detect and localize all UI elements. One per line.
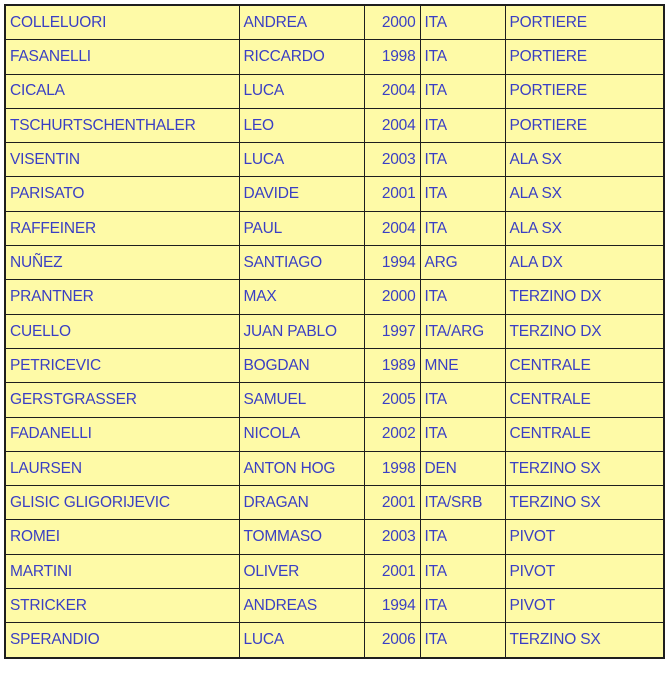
cell-birth-year: 1998	[364, 40, 420, 74]
table-row	[5, 314, 664, 348]
cell-nationality: ITA	[420, 177, 505, 211]
cell-first-name: JUAN PABLO	[239, 314, 364, 348]
table-row	[5, 246, 664, 280]
cell-nationality: MNE	[420, 348, 505, 382]
cell-role: PORTIERE	[505, 40, 664, 74]
cell-surname: GLISIC GLIGORIJEVIC	[5, 486, 239, 520]
table-row	[5, 211, 664, 245]
cell-surname: COLLELUORI	[5, 5, 239, 40]
cell-surname: PARISATO	[5, 177, 239, 211]
cell-nationality: ITA	[420, 143, 505, 177]
cell-first-name: LUCA	[239, 143, 364, 177]
cell-nationality: ITA	[420, 623, 505, 658]
cell-role: PORTIERE	[505, 108, 664, 142]
cell-birth-year: 2004	[364, 108, 420, 142]
cell-nationality: ITA	[420, 520, 505, 554]
cell-nationality: ARG	[420, 246, 505, 280]
cell-birth-year: 1997	[364, 314, 420, 348]
cell-surname: PETRICEVIC	[5, 348, 239, 382]
cell-first-name: TOMMASO	[239, 520, 364, 554]
cell-birth-year: 2000	[364, 5, 420, 40]
cell-role: ALA SX	[505, 211, 664, 245]
table-row	[5, 108, 664, 142]
cell-birth-year: 2003	[364, 143, 420, 177]
cell-role: CENTRALE	[505, 383, 664, 417]
cell-surname: ROMEI	[5, 520, 239, 554]
cell-nationality: ITA/ARG	[420, 314, 505, 348]
cell-surname: PRANTNER	[5, 280, 239, 314]
cell-role: PIVOT	[505, 589, 664, 623]
cell-first-name: MAX	[239, 280, 364, 314]
cell-birth-year: 2001	[364, 486, 420, 520]
cell-nationality: ITA	[420, 554, 505, 588]
cell-birth-year: 2005	[364, 383, 420, 417]
cell-role: CENTRALE	[505, 417, 664, 451]
cell-nationality: ITA	[420, 280, 505, 314]
cell-nationality: ITA	[420, 211, 505, 245]
cell-surname: STRICKER	[5, 589, 239, 623]
cell-nationality: ITA/SRB	[420, 486, 505, 520]
cell-surname: VISENTIN	[5, 143, 239, 177]
table-row	[5, 348, 664, 382]
cell-first-name: LUCA	[239, 74, 364, 108]
table-row	[5, 143, 664, 177]
cell-birth-year: 2001	[364, 177, 420, 211]
cell-first-name: BOGDAN	[239, 348, 364, 382]
cell-birth-year: 1994	[364, 589, 420, 623]
cell-birth-year: 1989	[364, 348, 420, 382]
cell-nationality: ITA	[420, 40, 505, 74]
roster-table	[4, 4, 665, 659]
cell-birth-year: 1998	[364, 451, 420, 485]
cell-nationality: ITA	[420, 417, 505, 451]
cell-birth-year: 2002	[364, 417, 420, 451]
cell-first-name: LEO	[239, 108, 364, 142]
cell-role: PIVOT	[505, 520, 664, 554]
cell-surname: MARTINI	[5, 554, 239, 588]
table-row	[5, 486, 664, 520]
table-row	[5, 74, 664, 108]
cell-birth-year: 2003	[364, 520, 420, 554]
table-row	[5, 383, 664, 417]
cell-birth-year: 2001	[364, 554, 420, 588]
cell-role: ALA SX	[505, 177, 664, 211]
cell-first-name: DRAGAN	[239, 486, 364, 520]
cell-role: ALA SX	[505, 143, 664, 177]
cell-nationality: DEN	[420, 451, 505, 485]
cell-surname: CICALA	[5, 74, 239, 108]
cell-surname: RAFFEINER	[5, 211, 239, 245]
table-row	[5, 589, 664, 623]
cell-role: TERZINO DX	[505, 280, 664, 314]
cell-role: CENTRALE	[505, 348, 664, 382]
cell-first-name: ANDREAS	[239, 589, 364, 623]
table-row	[5, 520, 664, 554]
cell-role: ALA DX	[505, 246, 664, 280]
cell-surname: NUÑEZ	[5, 246, 239, 280]
cell-birth-year: 1994	[364, 246, 420, 280]
cell-first-name: OLIVER	[239, 554, 364, 588]
cell-role: TERZINO SX	[505, 623, 664, 658]
cell-nationality: ITA	[420, 74, 505, 108]
cell-role: PIVOT	[505, 554, 664, 588]
cell-birth-year: 2004	[364, 211, 420, 245]
cell-first-name: SANTIAGO	[239, 246, 364, 280]
table-row	[5, 5, 664, 40]
cell-surname: FASANELLI	[5, 40, 239, 74]
cell-first-name: DAVIDE	[239, 177, 364, 211]
cell-role: TERZINO SX	[505, 486, 664, 520]
cell-nationality: ITA	[420, 108, 505, 142]
cell-first-name: PAUL	[239, 211, 364, 245]
cell-role: TERZINO DX	[505, 314, 664, 348]
cell-role: TERZINO SX	[505, 451, 664, 485]
cell-birth-year: 2006	[364, 623, 420, 658]
cell-first-name: ANTON HOG	[239, 451, 364, 485]
cell-surname: LAURSEN	[5, 451, 239, 485]
table-row	[5, 40, 664, 74]
cell-first-name: LUCA	[239, 623, 364, 658]
table-row	[5, 280, 664, 314]
table-row	[5, 554, 664, 588]
cell-first-name: NICOLA	[239, 417, 364, 451]
cell-nationality: ITA	[420, 589, 505, 623]
cell-role: PORTIERE	[505, 74, 664, 108]
cell-nationality: ITA	[420, 383, 505, 417]
cell-birth-year: 2000	[364, 280, 420, 314]
cell-surname: TSCHURTSCHENTHALER	[5, 108, 239, 142]
cell-first-name: SAMUEL	[239, 383, 364, 417]
table-row	[5, 451, 664, 485]
cell-surname: GERSTGRASSER	[5, 383, 239, 417]
table-row	[5, 177, 664, 211]
roster-container	[4, 4, 665, 659]
cell-surname: CUELLO	[5, 314, 239, 348]
cell-surname: FADANELLI	[5, 417, 239, 451]
cell-role: PORTIERE	[505, 5, 664, 40]
cell-first-name: RICCARDO	[239, 40, 364, 74]
cell-first-name: ANDREA	[239, 5, 364, 40]
cell-nationality: ITA	[420, 5, 505, 40]
cell-birth-year: 2004	[364, 74, 420, 108]
table-row	[5, 417, 664, 451]
cell-surname: SPERANDIO	[5, 623, 239, 658]
table-row	[5, 623, 664, 658]
roster-body	[5, 5, 664, 658]
